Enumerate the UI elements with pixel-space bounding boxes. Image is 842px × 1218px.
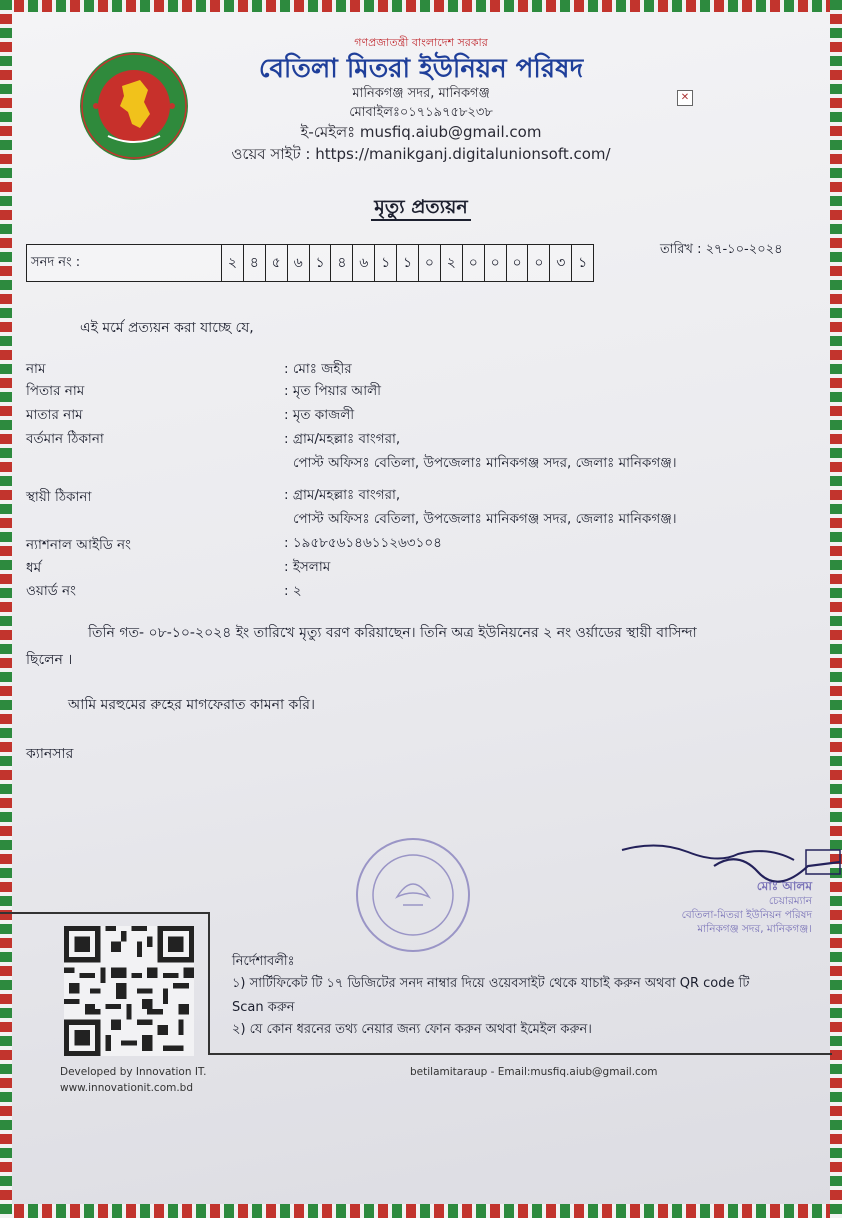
- signatory-designation: চেয়ারম্যান: [768, 895, 812, 907]
- cause-of-death: ক্যানসার: [26, 746, 74, 762]
- cert-digit: ১: [397, 245, 419, 281]
- instructions-title: নির্দেশাবলীঃ: [232, 954, 295, 969]
- cert-digit: ৪: [331, 245, 353, 281]
- document-title-text: মৃত্যু প্রত্যয়ন: [371, 196, 470, 221]
- name-value: : মোঃ জহীর: [284, 361, 352, 377]
- cert-digit: ০: [507, 245, 529, 281]
- name-label: নাম: [26, 361, 46, 377]
- present-address-label: বর্তমান ঠিকানা: [26, 431, 104, 447]
- cert-digit: ১: [375, 245, 397, 281]
- instruction-item-1-line1: ১) সার্টিফিকেট টি ১৭ ডিজিটের সনদ নাম্বার দিয়ে ওয়েবসাইট থেকে যাচাই করুন অথবা QR code টি: [232, 976, 750, 991]
- death-statement: [26, 620, 816, 674]
- ward-value: : ২: [284, 583, 302, 599]
- footer-frame-bottom: [208, 1053, 832, 1055]
- decorative-border-right: [830, 0, 842, 1218]
- decorative-border-top: [0, 0, 842, 12]
- permanent-address-line1: : গ্রাম/মহল্লাঃ বাংগরা,: [284, 487, 401, 503]
- instruction-item-1-line2: Scan করুন: [232, 1000, 295, 1015]
- certificate-number-label: সনদ নং :: [27, 245, 222, 281]
- signatory-place: মানিকগঞ্জ সদর, মানিকগঞ্জ।: [697, 923, 812, 935]
- cert-digit: ২: [441, 245, 463, 281]
- footer-frame-top: [0, 912, 208, 914]
- certificate-number-box: [26, 244, 594, 282]
- cert-digit: ০: [419, 245, 441, 281]
- instruction-item-2: ২) যে কোন ধরনের তথ্য নেয়ার জন্য ফোন করুন অথবা ইমেইল করুন।: [232, 1022, 592, 1037]
- nid-value: : ১৯৫৮৫৬১৪৬১১২৬৩১০৪: [284, 535, 442, 551]
- footer-frame-divider: [208, 912, 210, 1055]
- permanent-address-label: স্থায়ী ঠিকানা: [26, 489, 92, 505]
- religion-value: : ইসলাম: [284, 559, 331, 575]
- present-address-line1: : গ্রাম/মহল্লাঃ বাংগরা,: [284, 431, 401, 447]
- religion-label: ধর্ম: [26, 560, 42, 576]
- cert-digit: ৩: [550, 245, 572, 281]
- government-name: গণপ্রজাতন্ত্রী বাংলাদেশ সরকার: [354, 36, 488, 49]
- father-name-label: পিতার নাম: [26, 383, 85, 399]
- cert-digit: ০: [463, 245, 485, 281]
- developer-credit: Developed by Innovation IT.: [60, 1066, 207, 1078]
- cert-digit: ৪: [244, 245, 266, 281]
- union-website: ওয়েব সাইট : https://manikganj.digitalunionsoft.com/: [231, 145, 611, 163]
- signatory-union: বেতিলা-মিতরা ইউনিয়ন পরিষদ: [681, 909, 812, 921]
- mother-name-value: : মৃত কাজলী: [284, 407, 355, 423]
- mother-name-label: মাতার নাম: [26, 407, 83, 423]
- cert-digit: ৬: [353, 245, 375, 281]
- union-seal: [353, 835, 473, 955]
- death-statement-line2: ছিলেন ।: [26, 652, 73, 668]
- cert-digit: ০: [528, 245, 550, 281]
- union-mobile: মোবাইলঃ০১৭১৯৭৫৮২৩৮: [349, 105, 493, 120]
- cert-digit: ১: [310, 245, 332, 281]
- signatory-name: মোঃ আলম: [756, 879, 812, 893]
- prayer-statement: আমি মরহুমের রুহের মাগফেরাত কামনা করি।: [68, 697, 315, 713]
- union-contact-footer: betilamitaraup - Email:musfiq.aiub@gmail.com: [410, 1066, 658, 1078]
- union-name-heading: বেতিলা মিতরা ইউনিয়ন পরিষদ: [258, 54, 584, 84]
- cert-digit: ০: [485, 245, 507, 281]
- cert-digit: ১: [578, 255, 588, 271]
- intro-statement: এই মর্মে প্রত্যয়ন করা যাচ্ছে যে,: [80, 320, 254, 336]
- decorative-border-left: [0, 0, 12, 1218]
- close-icon[interactable]: ✕: [677, 90, 693, 106]
- cert-digit: ৫: [266, 245, 288, 281]
- cert-digit: ২: [222, 245, 244, 281]
- present-address-line2: পোস্ট অফিসঃ বেতিলা, উপজেলাঃ মানিকগঞ্জ সদর, জেলাঃ মানিকগঞ্জ।: [293, 455, 677, 471]
- nid-label: ন্যাশনাল আইডি নং: [26, 537, 131, 553]
- issue-date: তারিখ : ২৭-১০-২০২৪: [660, 242, 783, 257]
- father-name-value: : মৃত পিয়ার আলী: [284, 383, 382, 399]
- decorative-border-bottom: [0, 1204, 842, 1218]
- document-title: [0, 193, 842, 225]
- permanent-address-line2: পোস্ট অফিসঃ বেতিলা, উপজেলাঃ মানিকগঞ্জ সদর, জেলাঃ মানিকগঞ্জ।: [293, 511, 677, 527]
- union-email: ই-মেইলঃ musfiq.aiub@gmail.com: [300, 123, 542, 141]
- union-address: মানিকগঞ্জ সদর, মানিকগঞ্জ: [352, 86, 490, 101]
- cert-digit: ৬: [288, 245, 310, 281]
- developer-website[interactable]: www.innovationit.com.bd: [60, 1082, 194, 1094]
- death-statement-line1: তিনি গত- ০৮-১০-২০২৪ ইং তারিখে মৃত্যু বরণ করিয়াছেন। তিনি অত্র ইউনিয়নের ২ নং ওর্য়াডের স্থায়ী বাসিন্দা: [88, 625, 697, 641]
- qr-code[interactable]: [64, 926, 194, 1056]
- ward-label: ওয়ার্ড নং: [26, 583, 76, 599]
